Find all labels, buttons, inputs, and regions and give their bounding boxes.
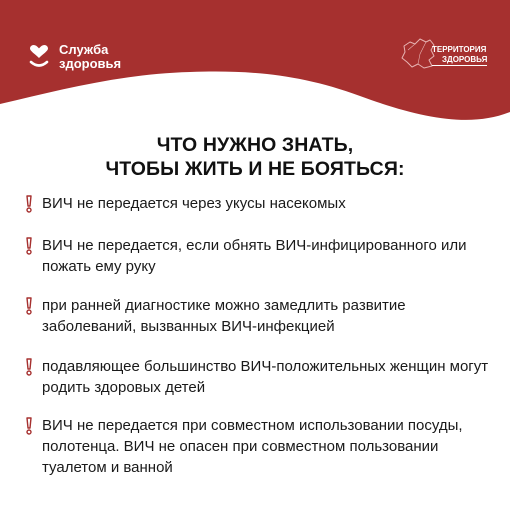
territory-brand-line1: ТЕРРИТОРИЯ: [432, 45, 487, 54]
exclamation-icon: [24, 195, 34, 213]
headline-line2: ЧТОБЫ ЖИТЬ И НЕ БОЯТЬСЯ:: [105, 158, 405, 180]
heart-smile-icon: [26, 44, 52, 70]
brand-logo-territory: [398, 36, 488, 72]
exclamation-icon: [24, 417, 34, 435]
brand-name-line2: здоровья: [59, 56, 122, 71]
headline-line1: ЧТО НУЖНО ЗНАТЬ,: [156, 134, 354, 156]
fact-text: ВИЧ не передается при совместном использовании посуды, полотенца. ВИЧ не опасен при совместном пользовании туалетом и ванной: [42, 417, 463, 476]
brand-logo-service: [26, 43, 121, 71]
fact-text: ВИЧ не передается, если обнять ВИЧ-инфицированного или пожать ему руку: [42, 237, 467, 275]
exclamation-icon: [24, 237, 34, 255]
brand-name: [59, 43, 121, 71]
exclamation-icon: [24, 297, 34, 315]
exclamation-icon: [24, 358, 34, 376]
fact-text: при ранней диагностике можно замедлить развитие заболеваний, вызванных ВИЧ-инфекцией: [42, 297, 406, 335]
fact-text: подавляющее большинство ВИЧ-положительных женщин могут родить здоровых детей: [42, 358, 489, 396]
brand-name-line1: Служба: [59, 42, 109, 57]
fact-text: ВИЧ не передается через укусы насекомых: [42, 195, 346, 212]
headline: [0, 133, 510, 181]
territory-brand-name: [432, 45, 487, 66]
territory-brand-line2: ЗДОРОВЬЯ: [432, 55, 487, 66]
